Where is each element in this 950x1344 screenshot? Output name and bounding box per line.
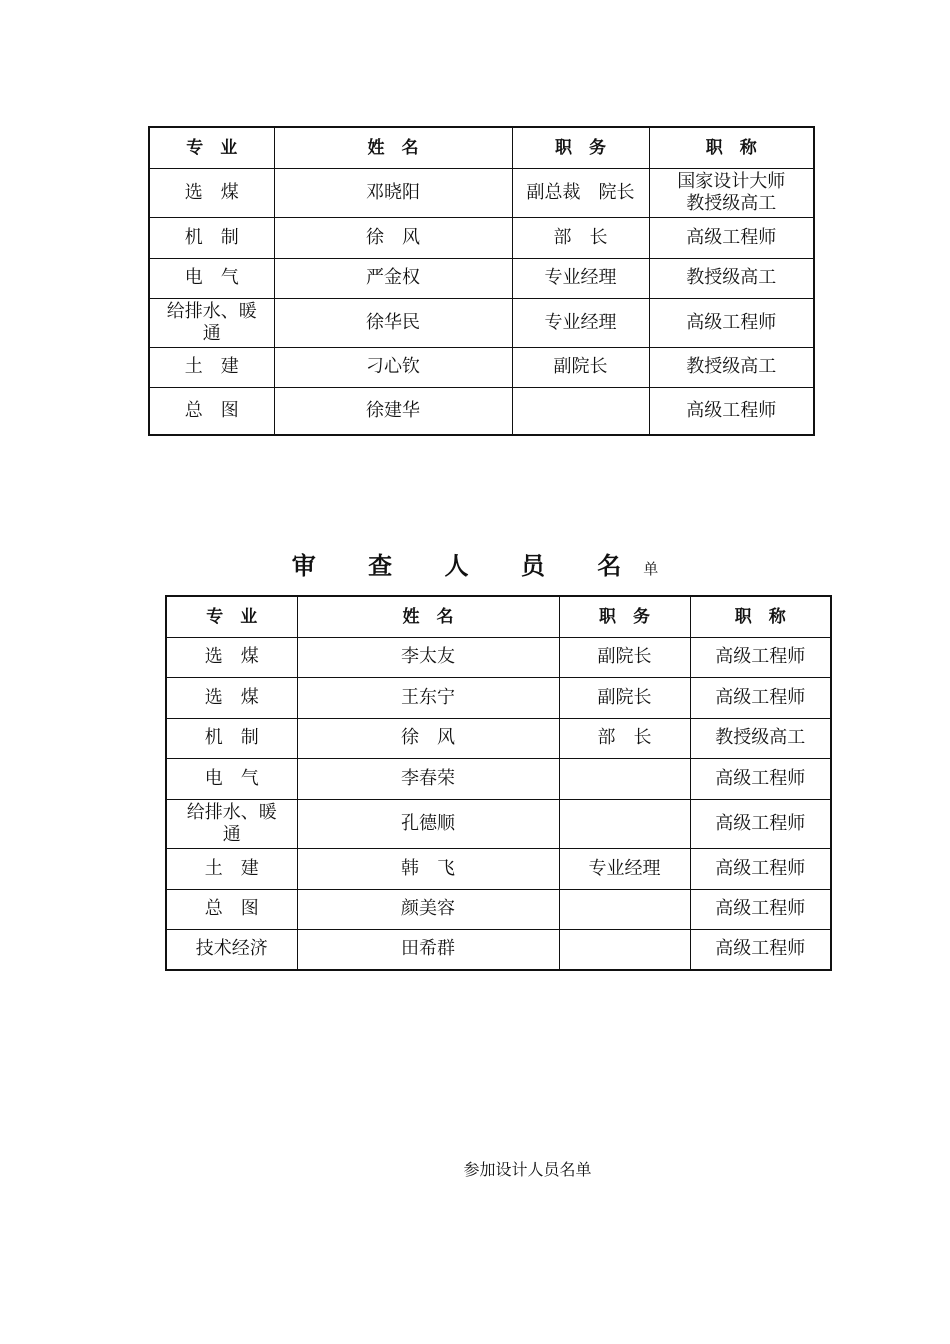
cell-position [559, 758, 690, 799]
header-title: 职 称 [649, 127, 814, 168]
cell-title: 高级工程师 [690, 799, 831, 848]
table1-header-row [149, 127, 814, 168]
table-row [166, 929, 831, 970]
cell-title: 高级工程师 [649, 387, 814, 435]
cell-position: 专业经理 [512, 258, 649, 298]
cell-specialty: 选 煤 [149, 168, 274, 217]
cell-specialty: 土 建 [149, 347, 274, 387]
header-specialty: 专 业 [166, 596, 297, 637]
cell-title: 高级工程师 [690, 929, 831, 970]
header-name: 姓 名 [274, 127, 512, 168]
table-row [149, 168, 814, 217]
cell-title: 高级工程师 [690, 889, 831, 929]
staff-table-1 [148, 126, 815, 436]
header-title: 职 称 [690, 596, 831, 637]
cell-name: 田希群 [297, 929, 559, 970]
cell-name: 李春荣 [297, 758, 559, 799]
cell-position [559, 929, 690, 970]
cell-position: 部 长 [512, 217, 649, 258]
cell-position: 副院长 [559, 677, 690, 718]
header-position: 职 务 [512, 127, 649, 168]
cell-position [559, 799, 690, 848]
table-row [149, 298, 814, 347]
table-row [166, 677, 831, 718]
cell-title: 高级工程师 [690, 758, 831, 799]
header-name: 姓 名 [297, 596, 559, 637]
cell-position: 副院长 [512, 347, 649, 387]
review-staff-title [0, 546, 950, 581]
table-row [149, 217, 814, 258]
cell-name: 严金权 [274, 258, 512, 298]
table-row [166, 848, 831, 889]
table-row [149, 387, 814, 435]
cell-position: 专业经理 [512, 298, 649, 347]
table-row [166, 758, 831, 799]
cell-name: 徐 风 [297, 718, 559, 758]
cell-position [559, 889, 690, 929]
cell-title: 高级工程师 [649, 298, 814, 347]
cell-specialty: 电 气 [166, 758, 297, 799]
cell-name: 孔德顺 [297, 799, 559, 848]
header-position: 职 务 [559, 596, 690, 637]
cell-title: 高级工程师 [690, 637, 831, 677]
header-specialty: 专 业 [149, 127, 274, 168]
cell-name: 徐 风 [274, 217, 512, 258]
cell-specialty: 给排水、暖 通 [166, 799, 297, 848]
cell-position: 部 长 [559, 718, 690, 758]
cell-title: 教授级高工 [649, 347, 814, 387]
cell-specialty: 总 图 [149, 387, 274, 435]
table-row [166, 799, 831, 848]
table-row [166, 637, 831, 677]
cell-title: 高级工程师 [690, 848, 831, 889]
cell-position: 专业经理 [559, 848, 690, 889]
cell-name: 韩 飞 [297, 848, 559, 889]
cell-name: 徐华民 [274, 298, 512, 347]
cell-name: 邓晓阳 [274, 168, 512, 217]
title-tail: 单 [643, 560, 659, 578]
cell-specialty: 机 制 [166, 718, 297, 758]
cell-specialty: 技术经济 [166, 929, 297, 970]
cell-name: 李太友 [297, 637, 559, 677]
cell-position: 副总裁 院长 [512, 168, 649, 217]
cell-title: 国家设计大师 教授级高工 [649, 168, 814, 217]
table-row [149, 258, 814, 298]
cell-title: 高级工程师 [690, 677, 831, 718]
cell-position: 副院长 [559, 637, 690, 677]
cell-title: 教授级高工 [690, 718, 831, 758]
cell-specialty: 总 图 [166, 889, 297, 929]
table-row [166, 718, 831, 758]
cell-title: 教授级高工 [649, 258, 814, 298]
cell-specialty: 给排水、暖 通 [149, 298, 274, 347]
cell-specialty: 电 气 [149, 258, 274, 298]
design-staff-list-caption: 参加设计人员名单 [463, 1160, 592, 1179]
cell-specialty: 土 建 [166, 848, 297, 889]
table2-header-row [166, 596, 831, 637]
cell-name: 颜美容 [297, 889, 559, 929]
cell-position [512, 387, 649, 435]
table-row [166, 889, 831, 929]
title-main: 审 查 人 员 名 [291, 552, 644, 580]
cell-title: 高级工程师 [649, 217, 814, 258]
cell-specialty: 选 煤 [166, 677, 297, 718]
staff-table-2 [165, 595, 832, 971]
cell-name: 王东宁 [297, 677, 559, 718]
cell-specialty: 机 制 [149, 217, 274, 258]
table-row [149, 347, 814, 387]
cell-name: 刁心钦 [274, 347, 512, 387]
cell-specialty: 选 煤 [166, 637, 297, 677]
cell-name: 徐建华 [274, 387, 512, 435]
